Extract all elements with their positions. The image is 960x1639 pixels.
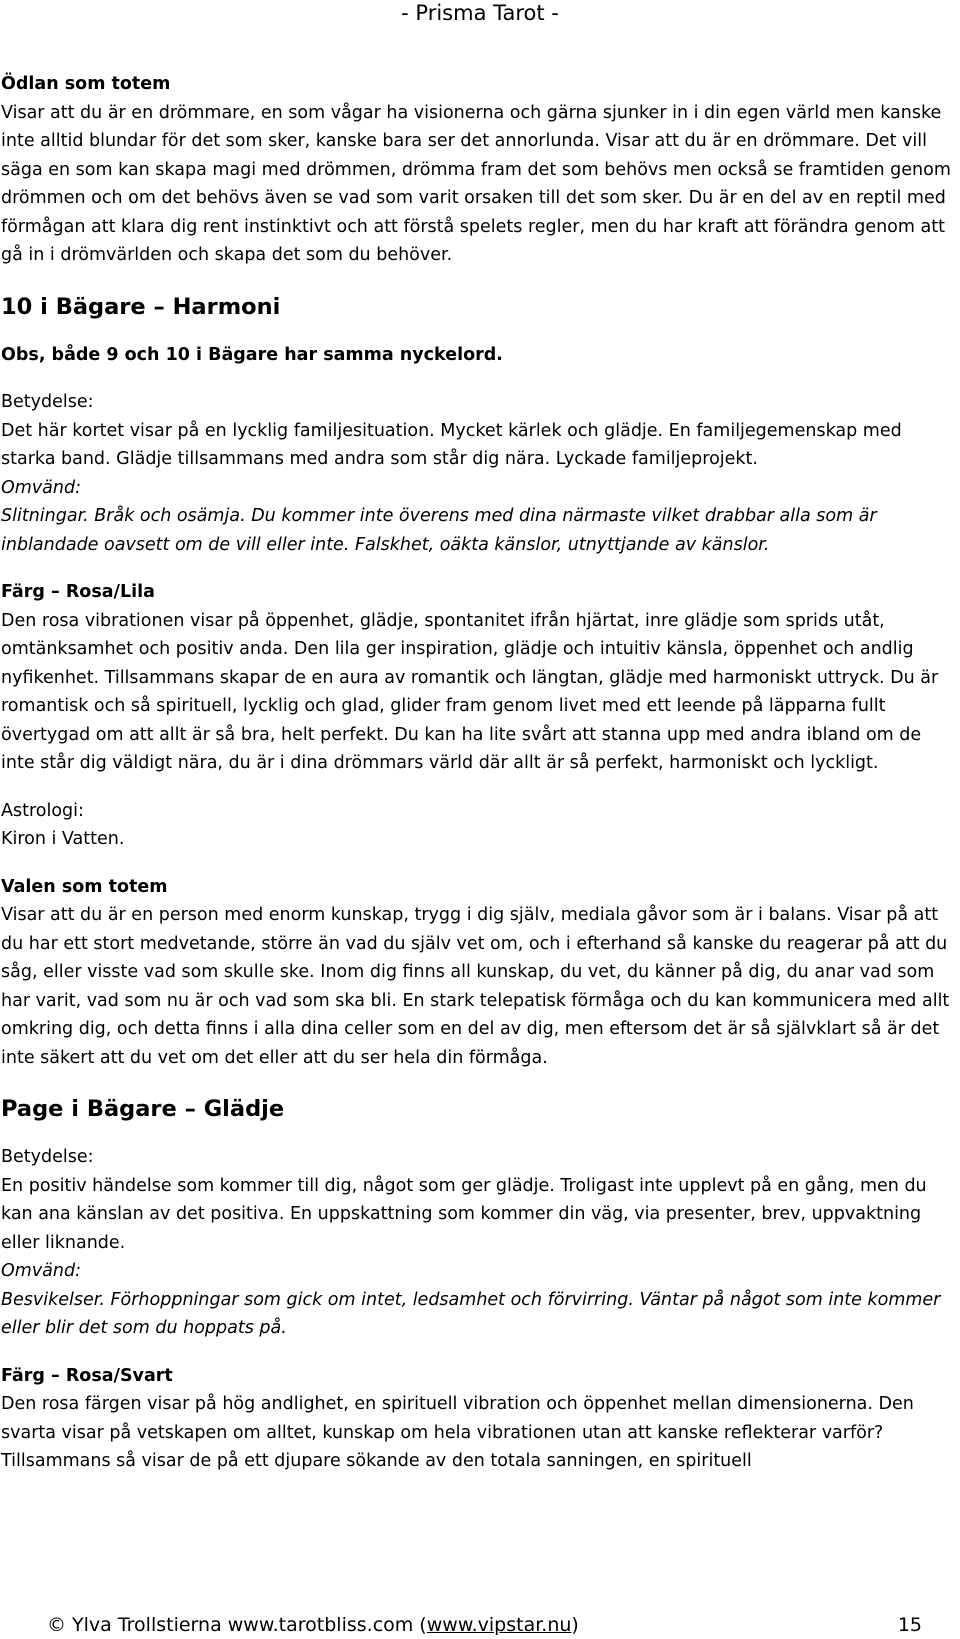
footer-close-paren: )	[571, 1614, 579, 1636]
document-body	[1, 70, 956, 1476]
paragraph-odlan: Visar att du är en drömmare, en som vågar ha visionerna och gärna sjunker in i din egen värld men kanske inte alltid blundar för det som sker, kanske bara ser det annorlunda. Visar att du är en drömmare. Det vill säga en som kan skapa magi med drömmen, drömma fram det som behövs men också se framtiden genom drömmen och om det behövs även se vad som varit orsaken till det som sker. Du är en del av en reptil med förmågan att klara dig rent instinktivt och att förstå spelets regler, men du har kraft att förändra genom att gå in i drömvärlden och skapa det som du behöver.	[1, 102, 951, 265]
page-reversed-text: Besvikelser. Förhoppningar som gick om intet, ledsamhet och förvirring. Väntar på något som inte kommer eller blir det som du hoppats på.	[1, 1289, 941, 1338]
color-label: Färg – Rosa/Lila	[1, 582, 155, 602]
page-footer	[47, 1613, 922, 1637]
page-meaning-label: Betydelse:	[1, 1147, 94, 1167]
totem-label: Valen som totem	[1, 876, 168, 897]
page-reversed-label: Omvänd:	[1, 1261, 81, 1281]
section-heading-odlan: Ödlan som totem	[1, 74, 171, 94]
meaning-text: Det här kortet visar på en lycklig familjesituation. Mycket kärlek och glädje. En familjegemenskap med starka band. Glädje tillsammans med andra som står dig nära. Lyckade familjeprojekt.	[1, 420, 902, 469]
reversed-text: Slitningar. Bråk och osämja. Du kommer inte överens med dina närmaste vilket drabbar alla som är inblandade oavsett om de vill eller inte. Falskhet, oäkta känslor, utnyttjande av känslor.	[1, 506, 877, 555]
page-number: 15	[897, 1614, 922, 1636]
card-note: Obs, både 9 och 10 i Bägare har samma nyckelord.	[1, 344, 503, 365]
card-title-page-bagare: Page i Bägare – Glädje	[1, 1096, 285, 1122]
page-color-label: Färg – Rosa/Svart	[1, 1365, 173, 1386]
color-text: Den rosa vibrationen visar på öppenhet, glädje, spontanitet ifrån hjärtat, inre glädje som sprids utåt, omtänksamhet och positiv anda. Den lila ger inspiration, glädje och intuitiv känsla, öppenhet och andlig nyfikenhet. Tillsammans skapar de en aura av romantik och längtan, glädje med harmoniskt uttryck. Du är romantisk och så spirituell, lycklig och glad, glider fram genom livet med ett leende på läpparna fullt övertygad om att allt är så bra, helt perfekt. Du kan ha lite svårt att stanna upp med andra ibland om de inte står dig väldigt nära, du är i dina drömmars värld där allt är så perfekt, harmoniskt och lyckligt.	[1, 610, 939, 773]
page-meaning-text: En positiv händelse som kommer till dig, något som ger glädje. Troligast inte upplevt på en gång, men du kan ana känslan av det positiva. En uppskattning som kommer din väg, via presenter, brev, uppvaktning eller liknande.	[1, 1175, 927, 1253]
page-header: - Prisma Tarot -	[401, 1, 559, 25]
footer-link[interactable]: www.vipstar.nu	[426, 1614, 572, 1636]
totem-text: Visar att du är en person med enorm kunskap, trygg i dig själv, mediala gåvor som är i balans. Visar på att du har ett stort medvetande, större än vad du själv vet om, och i efterhand så kanske du reagerar på att du såg, eller visste vad som skulle ske. Inom dig finns all kunskap, du vet, du känner på dig, du anar vad som har varit, vad som nu är och vad som ska bli. En stark telepatisk förmåga och du kan kommunicera med allt omkring dig, och detta finns i alla dina celler som en del av dig, men eftersom det är så självklart så är det inte säkert att du vet om det eller att du ser hela din förmåga.	[1, 905, 950, 1068]
page-color-text: Den rosa färgen visar på hög andlighet, en spirituell vibration och öppenhet mellan dimensionerna. Den svarta visar på vetskapen om alltet, kunskap om hela vibrationen utan att kanske reflekterar varför? Tillsammans så visar de på ett djupare sökande av den totala sanningen, en spirituell	[1, 1394, 914, 1471]
reversed-label: Omvänd:	[1, 477, 81, 498]
astrology-label: Astrologi:	[1, 800, 84, 821]
meaning-label: Betydelse:	[1, 392, 94, 412]
card-title-10-bagare: 10 i Bägare – Harmoni	[1, 293, 281, 320]
astrology-text: Kiron i Vatten.	[1, 829, 125, 849]
footer-copyright: © Ylva Trollstierna www.tarotbliss.com (	[47, 1614, 427, 1636]
